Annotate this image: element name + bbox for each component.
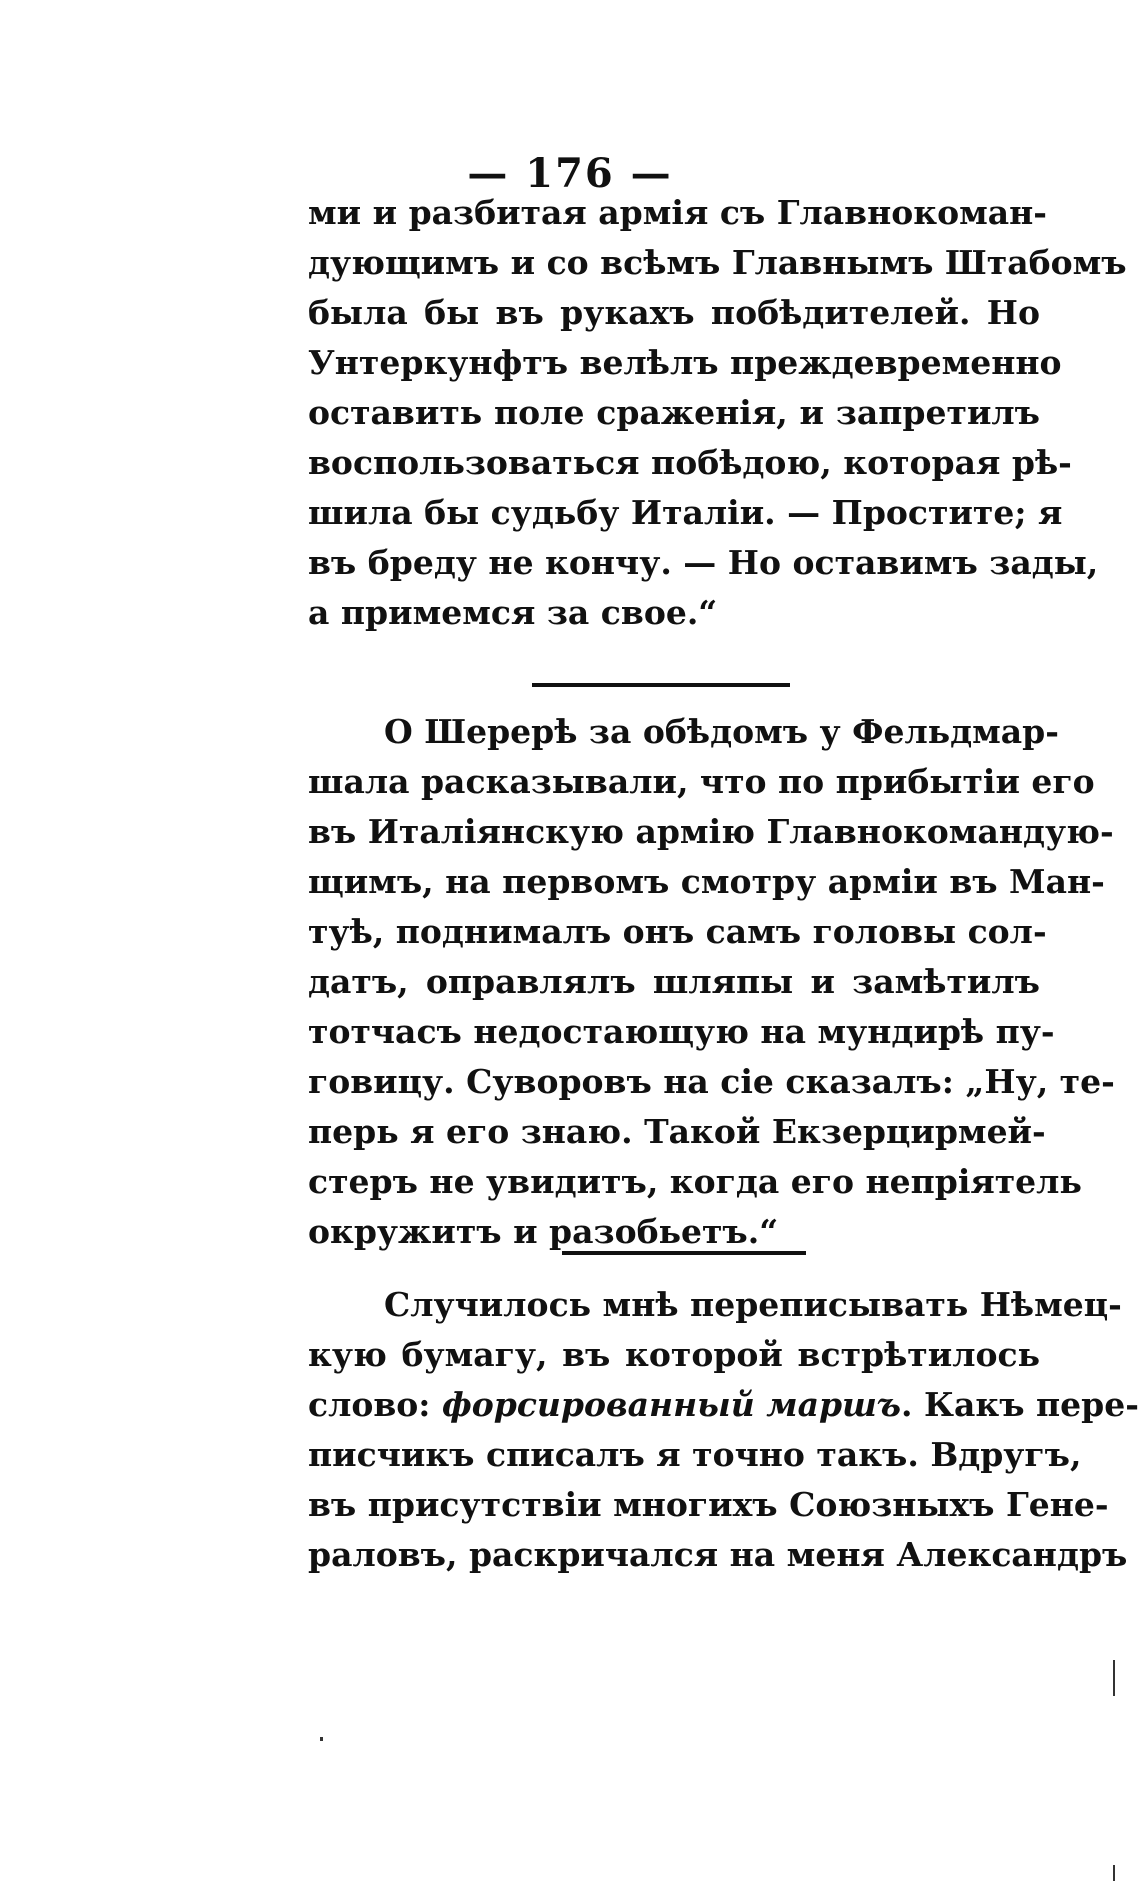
text-line: туѣ, поднималъ онъ самъ головы сол-	[308, 912, 1047, 951]
section-divider	[532, 683, 790, 687]
text-line: оставить поле сраженія, и запретилъ	[308, 393, 1040, 432]
text-line: О Шерерѣ за обѣдомъ у Фельдмар-	[384, 712, 1059, 751]
text-line: стеръ не увидитъ, когда его непріятель	[308, 1162, 1082, 1201]
text-line: писчикъ списалъ я точно такъ. Вдругъ,	[308, 1435, 1082, 1474]
text-line: въ присутствіи многихъ Союзныхъ Гене-	[308, 1485, 1109, 1524]
text-line: говицу. Суворовъ на сіе сказалъ: „Ну, те-	[308, 1062, 1115, 1101]
italic-phrase: форсированный маршъ	[441, 1385, 901, 1424]
text-line: дующимъ и со всѣмъ Главнымъ Штабомъ	[308, 243, 1127, 282]
text-line: датъ, оправлялъ шляпы и замѣтилъ	[308, 962, 1040, 1001]
text-line: окружитъ и разобьетъ.“	[308, 1212, 779, 1251]
paragraph-2	[308, 707, 1115, 1257]
paragraph-1	[308, 188, 1127, 638]
text-line: была бы въ рукахъ побѣдителей. Но	[308, 293, 1040, 332]
text-line: Унтеркунфтъ велѣлъ преждевременно	[308, 343, 1062, 382]
text-line: въ Италіянскую армію Главнокомандую-	[308, 812, 1114, 851]
text-line: кую бумагу, въ которой встрѣтилось	[308, 1335, 1040, 1374]
text-line: перь я его знаю. Такой Екзерцирмей-	[308, 1112, 1046, 1151]
text-line: въ бреду не кончу. — Но оставимъ зады,	[308, 543, 1099, 582]
scan-mark	[1113, 1865, 1115, 1881]
page-number: — 176 —	[467, 150, 673, 197]
text-line: раловъ, раскричался на меня Александръ	[308, 1535, 1128, 1574]
text-fragment: слово:	[308, 1385, 442, 1424]
text-line: шала расказывали, что по прибытіи его	[308, 762, 1095, 801]
text-line: а примемся за свое.“	[308, 593, 718, 632]
text-line: щимъ, на первомъ смотру арміи въ Ман-	[308, 862, 1105, 901]
text-fragment: . Какъ пере-	[900, 1385, 1139, 1424]
scan-mark	[320, 1737, 323, 1741]
paragraph-3	[308, 1280, 1139, 1580]
text-line: воспользоваться побѣдою, которая рѣ-	[308, 443, 1072, 482]
scan-mark	[1113, 1660, 1115, 1696]
text-line	[308, 1380, 1139, 1430]
text-line: Случилось мнѣ переписывать Нѣмец-	[384, 1285, 1122, 1324]
text-line: тотчасъ недостающую на мундирѣ пу-	[308, 1012, 1055, 1051]
text-line: шила бы судьбу Италіи. — Простите; я	[308, 493, 1063, 532]
section-divider	[562, 1251, 806, 1255]
text-line: ми и разбитая армія съ Главнокоман-	[308, 193, 1047, 232]
